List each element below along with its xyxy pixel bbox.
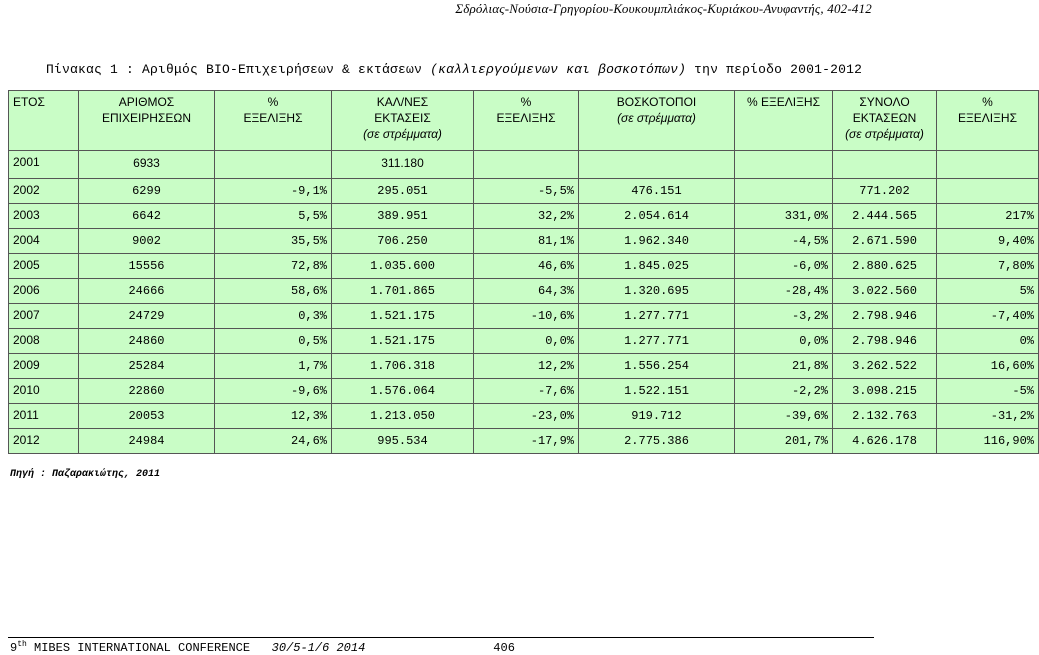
table-cell: 1.277.771 — [579, 329, 735, 354]
table-cell: 0,0% — [474, 329, 579, 354]
footer-rule — [8, 637, 874, 638]
header-line: % ΕΞΕΛΙΞΗΣ — [746, 95, 821, 109]
table-cell: 24984 — [79, 429, 215, 454]
table-cell: 72,8% — [215, 254, 332, 279]
table-cell: 32,2% — [474, 204, 579, 229]
table-cell: 919.712 — [579, 404, 735, 429]
table-cell: -3,2% — [735, 304, 833, 329]
table-cell: 9002 — [79, 229, 215, 254]
table-cell: 995.534 — [332, 429, 474, 454]
source-note: Πηγή : Παζαρακιώτης, 2011 — [10, 469, 161, 480]
table-cell: 311.180 — [332, 151, 474, 179]
header-unit: (σε στρέμματα) — [617, 111, 696, 125]
table-cell: 5,5% — [215, 204, 332, 229]
table-cell: -5,5% — [474, 179, 579, 204]
table-row — [9, 254, 1039, 279]
year-cell: 2005 — [9, 254, 79, 279]
table-title — [46, 62, 862, 77]
table-cell: 35,5% — [215, 229, 332, 254]
column-header — [79, 91, 215, 151]
column-header — [579, 91, 735, 151]
column-header — [9, 91, 79, 151]
header-line: ΕΞΕΛΙΞΗΣ — [496, 111, 556, 125]
header-line: ΕΞΕΛΙΞΗΣ — [957, 111, 1018, 125]
table-row — [9, 151, 1039, 179]
table-cell: 201,7% — [735, 429, 833, 454]
table-cell: 25284 — [79, 354, 215, 379]
table-cell: 706.250 — [332, 229, 474, 254]
table-row — [9, 329, 1039, 354]
table-cell: -23,0% — [474, 404, 579, 429]
table-cell: -10,6% — [474, 304, 579, 329]
header-line: ΕΚΤΑΣΕΩΝ — [852, 111, 917, 125]
footer — [10, 640, 515, 655]
table-cell: 20053 — [79, 404, 215, 429]
table-cell: 389.951 — [332, 204, 474, 229]
table-cell: 0% — [937, 329, 1039, 354]
title-suffix: την περίοδο 2001-2012 — [694, 62, 863, 77]
table-cell: 2.444.565 — [833, 204, 937, 229]
title-italic: (καλλιεργούμενων και βοσκοτόπων) — [430, 62, 687, 77]
table-cell: -9,6% — [215, 379, 332, 404]
table-cell: -9,1% — [215, 179, 332, 204]
header-row — [9, 91, 1039, 151]
table-cell: -17,9% — [474, 429, 579, 454]
header-line: ΚΑΛ/ΝΕΣ — [376, 95, 429, 109]
table-cell: -31,2% — [937, 404, 1039, 429]
year-cell: 2009 — [9, 354, 79, 379]
table-cell: 24729 — [79, 304, 215, 329]
footer-sup: th — [17, 640, 27, 649]
table-cell — [474, 151, 579, 179]
table-cell: 3.098.215 — [833, 379, 937, 404]
table-cell: 7,80% — [937, 254, 1039, 279]
column-header — [332, 91, 474, 151]
table-cell: 1.576.064 — [332, 379, 474, 404]
table-cell: 771.202 — [833, 179, 937, 204]
table-cell — [215, 151, 332, 179]
table-cell: 476.151 — [579, 179, 735, 204]
table-cell: 58,6% — [215, 279, 332, 304]
year-cell: 2012 — [9, 429, 79, 454]
header-line: ΒΟΣΚΟΤΟΠΟΙ — [616, 95, 697, 109]
table-cell: 1.701.865 — [332, 279, 474, 304]
table-row — [9, 304, 1039, 329]
table-cell: -5% — [937, 379, 1039, 404]
column-header — [937, 91, 1039, 151]
column-header — [833, 91, 937, 151]
year-cell: 2003 — [9, 204, 79, 229]
table-cell: 21,8% — [735, 354, 833, 379]
table-cell: 2.798.946 — [833, 304, 937, 329]
header-unit: (σε στρέμματα) — [363, 127, 442, 141]
column-header — [735, 91, 833, 151]
table-cell: 6642 — [79, 204, 215, 229]
table-cell: -2,2% — [735, 379, 833, 404]
table-cell: 16,60% — [937, 354, 1039, 379]
table-cell: 217% — [937, 204, 1039, 229]
table-cell — [833, 151, 937, 179]
table-cell: 1.522.151 — [579, 379, 735, 404]
table-cell: 0,5% — [215, 329, 332, 354]
table-cell: 295.051 — [332, 179, 474, 204]
table-cell: 24,6% — [215, 429, 332, 454]
table-cell: 116,90% — [937, 429, 1039, 454]
page-header: Σδρόλιας-Νούσια-Γρηγορίου-Κουκουμπλιάκος-Κυριάκου-Ανυφαντής, 402-412 — [455, 1, 872, 16]
table-cell: 1.556.254 — [579, 354, 735, 379]
table-row — [9, 379, 1039, 404]
header-line: ΑΡΙΘΜΟΣ — [118, 95, 175, 109]
header-unit: (σε στρέμματα) — [845, 127, 924, 141]
table-cell: 3.022.560 — [833, 279, 937, 304]
table-row — [9, 229, 1039, 254]
header-line: ΕΤΟΣ — [13, 95, 45, 109]
table-cell: 2.775.386 — [579, 429, 735, 454]
table-cell: 5% — [937, 279, 1039, 304]
table-cell: 4.626.178 — [833, 429, 937, 454]
table-cell: 1.521.175 — [332, 329, 474, 354]
table-cell: 81,1% — [474, 229, 579, 254]
footer-dates: 30/5-1/6 2014 — [271, 641, 366, 655]
header-line: ΕΞΕΛΙΞΗΣ — [243, 111, 303, 125]
table-cell: 3.262.522 — [833, 354, 937, 379]
table-row — [9, 179, 1039, 204]
header-line: ΕΠΙΧΕΙΡΗΣΕΩΝ — [101, 111, 192, 125]
table-cell: 2.132.763 — [833, 404, 937, 429]
year-cell: 2006 — [9, 279, 79, 304]
title-prefix: Πίνακας 1 : Αριθμός ΒΙΟ-Επιχειρήσεων & εκτάσεων — [46, 62, 423, 77]
table-row — [9, 279, 1039, 304]
table-cell — [937, 179, 1039, 204]
header-line: % — [520, 95, 532, 109]
data-table — [8, 90, 1039, 454]
year-cell: 2004 — [9, 229, 79, 254]
table-cell: 1.845.025 — [579, 254, 735, 279]
table-cell: 22860 — [79, 379, 215, 404]
table-cell — [937, 151, 1039, 179]
table-cell: 331,0% — [735, 204, 833, 229]
table-row — [9, 204, 1039, 229]
table-cell: 1.035.600 — [332, 254, 474, 279]
table-cell: 0,3% — [215, 304, 332, 329]
footer-number: 9 — [10, 641, 18, 655]
header-line: ΕΚΤΑΣΕΙΣ — [374, 111, 431, 125]
table-cell: -7,40% — [937, 304, 1039, 329]
header-line: % — [267, 95, 279, 109]
table-cell: 1.706.318 — [332, 354, 474, 379]
table-cell: -7,6% — [474, 379, 579, 404]
table-row — [9, 354, 1039, 379]
table-cell: 2.798.946 — [833, 329, 937, 354]
table-cell: -28,4% — [735, 279, 833, 304]
table-cell: 2.880.625 — [833, 254, 937, 279]
table-row — [9, 429, 1039, 454]
table-cell: 2.671.590 — [833, 229, 937, 254]
footer-page-number: 406 — [493, 641, 515, 655]
table-cell: 1,7% — [215, 354, 332, 379]
table-cell: 6933 — [79, 151, 215, 179]
table-cell: 9,40% — [937, 229, 1039, 254]
table-cell: -4,5% — [735, 229, 833, 254]
column-header — [215, 91, 332, 151]
table-cell: 1.962.340 — [579, 229, 735, 254]
column-header — [474, 91, 579, 151]
table-cell: 24666 — [79, 279, 215, 304]
year-cell: 2008 — [9, 329, 79, 354]
table-cell: 1.320.695 — [579, 279, 735, 304]
table-cell: 64,3% — [474, 279, 579, 304]
table-row — [9, 404, 1039, 429]
header-line: % — [982, 95, 993, 109]
year-cell: 2002 — [9, 179, 79, 204]
table-cell: 12,2% — [474, 354, 579, 379]
year-cell: 2007 — [9, 304, 79, 329]
table-cell: 24860 — [79, 329, 215, 354]
table-cell: 1.521.175 — [332, 304, 474, 329]
table-cell: 12,3% — [215, 404, 332, 429]
table-cell: 1.213.050 — [332, 404, 474, 429]
table-cell — [735, 151, 833, 179]
year-cell: 2010 — [9, 379, 79, 404]
header-line: ΣΥΝΟΛΟ — [859, 95, 910, 109]
table-cell: 0,0% — [735, 329, 833, 354]
footer-conference: MIBES INTERNATIONAL CONFERENCE — [34, 641, 251, 655]
table-cell: 46,6% — [474, 254, 579, 279]
table-cell — [735, 179, 833, 204]
year-cell: 2001 — [9, 151, 79, 179]
table-cell: 15556 — [79, 254, 215, 279]
table-cell: 1.277.771 — [579, 304, 735, 329]
table-cell: -39,6% — [735, 404, 833, 429]
table-cell: 6299 — [79, 179, 215, 204]
table-cell — [579, 151, 735, 179]
year-cell: 2011 — [9, 404, 79, 429]
table-cell: 2.054.614 — [579, 204, 735, 229]
table-cell: -6,0% — [735, 254, 833, 279]
